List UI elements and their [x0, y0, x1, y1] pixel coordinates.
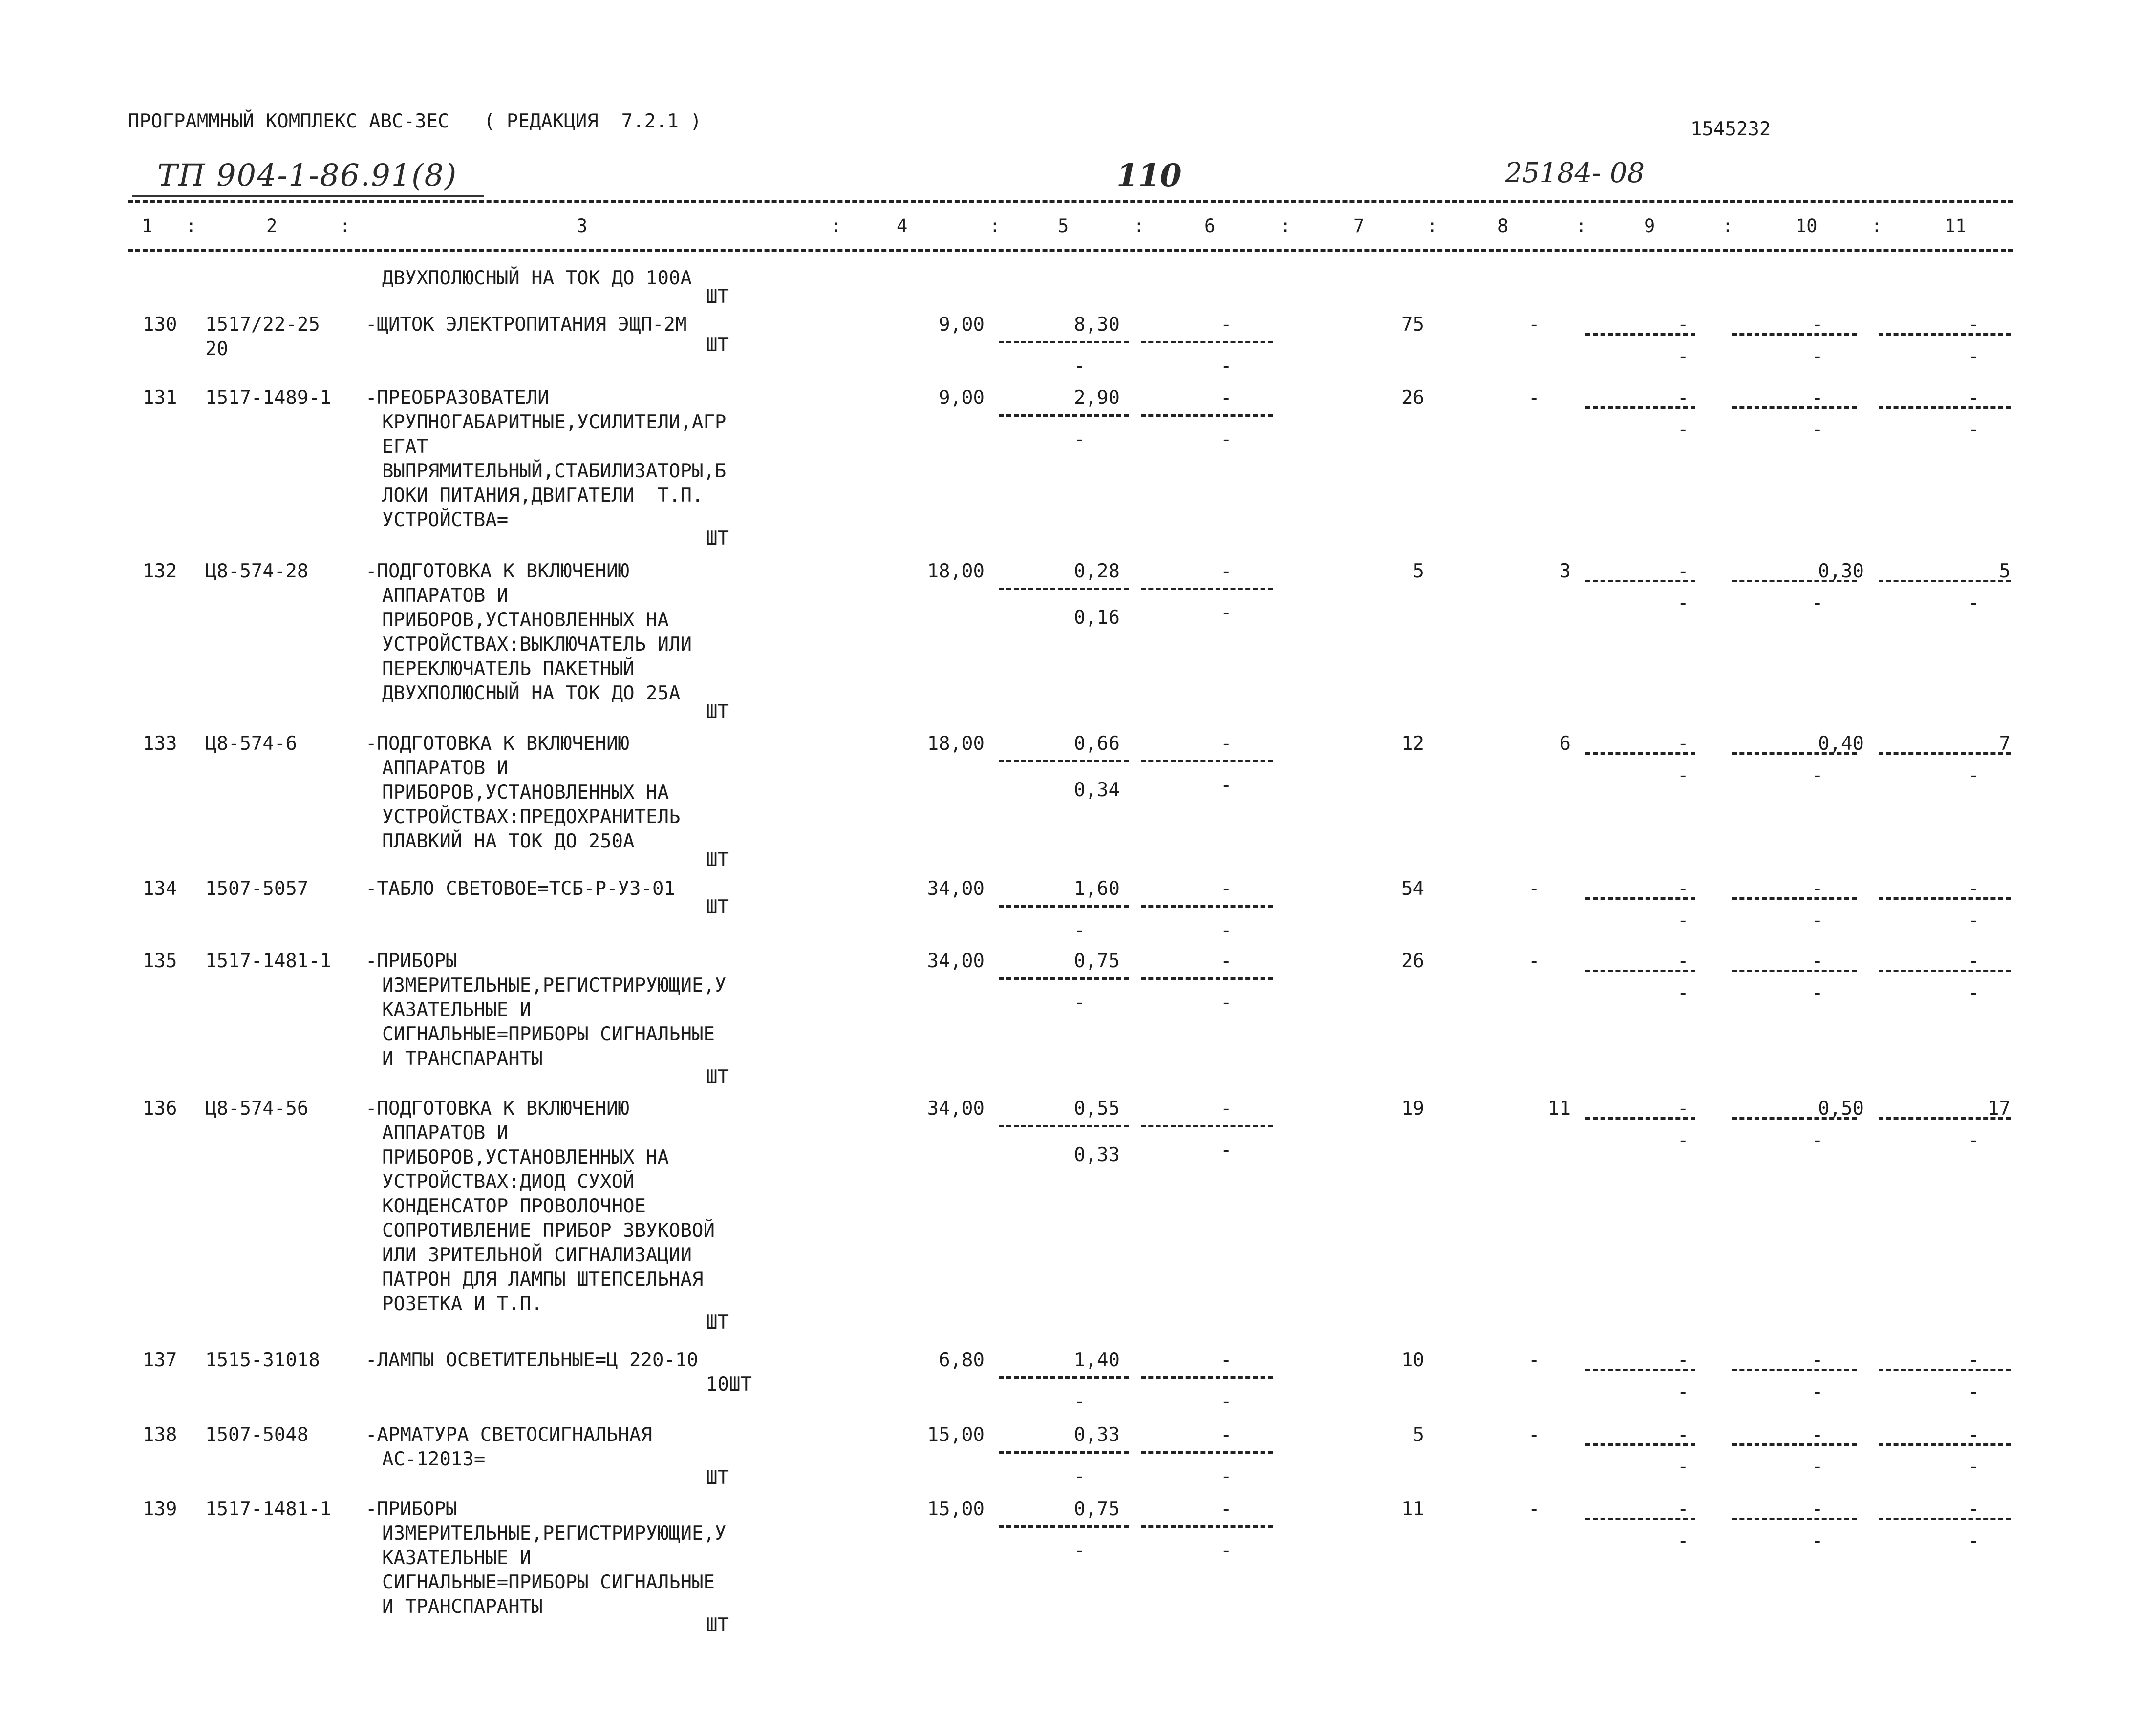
- column-11-secondary: -: [1968, 982, 1980, 1004]
- column-4-value: 34,00: [927, 950, 984, 972]
- column-4-value: 15,00: [927, 1424, 984, 1446]
- column-8-value: 3: [1559, 560, 1571, 582]
- column-5-rule: [999, 977, 1129, 980]
- description-line: ДВУХПОЛЮСНЫЙ НА ТОК ДО 25А: [382, 682, 681, 704]
- description-line: И ТРАНСПАРАНТЫ: [382, 1596, 543, 1618]
- column-header-7: 7: [1353, 215, 1365, 236]
- column-header-4: 4: [897, 215, 908, 236]
- column-6-value: -: [1220, 560, 1232, 582]
- column-9-secondary: -: [1677, 982, 1689, 1004]
- column-5-secondary: 0,33: [1074, 1144, 1120, 1166]
- column-9-rule: [1585, 1443, 1695, 1446]
- column-10-value: -: [1812, 1349, 1823, 1371]
- column-header-10: 10: [1796, 215, 1818, 236]
- column-9-rule: [1585, 970, 1695, 972]
- column-6-secondary: -: [1220, 428, 1232, 450]
- column-10-rule: [1732, 333, 1857, 336]
- column-6-rule: [1141, 1525, 1273, 1528]
- unit-of-measure: ШТ: [706, 334, 729, 356]
- column-6-value: -: [1220, 878, 1232, 900]
- column-6-rule: [1141, 905, 1273, 908]
- description-line: АППАРАТОВ И: [382, 1122, 509, 1144]
- document-number: 1545232: [1691, 118, 1771, 140]
- unit-of-measure: ШТ: [706, 1312, 729, 1334]
- column-11-rule: [1879, 970, 2011, 972]
- resource-code-suffix: 20: [205, 338, 228, 360]
- column-5-rule: [999, 905, 1129, 908]
- column-5-value: 0,33: [1074, 1424, 1120, 1446]
- column-9-rule: [1585, 1518, 1695, 1520]
- row-number: 138: [143, 1424, 177, 1446]
- column-9-value: -: [1677, 560, 1689, 582]
- column-7-value: 19: [1401, 1098, 1424, 1120]
- resource-code: 1517-1489-1: [205, 387, 332, 409]
- description-line: ИЗМЕРИТЕЛЬНЫЕ,РЕГИСТРИРУЮЩИЕ,У: [382, 1523, 727, 1545]
- column-6-rule: [1141, 588, 1273, 590]
- description-line: ИЗМЕРИТЕЛЬНЫЕ,РЕГИСТРИРУЮЩИЕ,У: [382, 974, 727, 996]
- row-number: 131: [143, 387, 177, 409]
- column-9-secondary: -: [1677, 1129, 1689, 1151]
- column-6-secondary: -: [1220, 774, 1232, 796]
- column-6-secondary: -: [1220, 1465, 1232, 1487]
- unit-of-measure: ШТ: [706, 896, 729, 918]
- column-11-value: -: [1968, 387, 1980, 409]
- column-11-value: -: [1968, 1424, 1980, 1446]
- column-separator: :: [1871, 215, 1883, 236]
- description-line: ПРИБОРОВ,УСТАНОВЛЕННЫХ НА: [382, 609, 669, 631]
- column-5-secondary: -: [1074, 428, 1086, 450]
- column-8-value: -: [1528, 1424, 1540, 1446]
- column-10-secondary: -: [1812, 1129, 1823, 1151]
- column-10-rule: [1732, 752, 1857, 755]
- column-9-value: -: [1677, 1098, 1689, 1120]
- column-11-rule: [1879, 406, 2011, 409]
- column-9-value: -: [1677, 1498, 1689, 1520]
- column-6-rule: [1141, 341, 1273, 343]
- description-line: КОНДЕНСАТОР ПРОВОЛОЧНОЕ: [382, 1195, 646, 1217]
- column-separator: :: [1280, 215, 1291, 236]
- description-line: -ТАБЛО СВЕТОВОЕ=ТСБ-Р-У3-01: [365, 878, 675, 900]
- description-line: ПРИБОРОВ,УСТАНОВЛЕННЫХ НА: [382, 1146, 669, 1168]
- column-separator: :: [340, 215, 351, 236]
- column-header-3: 3: [577, 215, 588, 236]
- description-line: УСТРОЙСТВАХ:ПРЕДОХРАНИТЕЛЬ: [382, 806, 681, 828]
- column-4-value: 9,00: [939, 387, 984, 409]
- description-line: РОЗЕТКА И Т.П.: [382, 1293, 543, 1315]
- column-7-value: 75: [1401, 314, 1424, 336]
- project-index-handwritten: 25184- 08: [1505, 157, 1645, 189]
- column-5-rule: [999, 588, 1129, 590]
- column-7-value: 26: [1401, 950, 1424, 972]
- column-11-value: -: [1968, 314, 1980, 336]
- column-5-value: 0,75: [1074, 1498, 1120, 1520]
- description-line: И ТРАНСПАРАНТЫ: [382, 1048, 543, 1070]
- column-6-rule: [1141, 977, 1273, 980]
- column-7-value: 12: [1401, 733, 1424, 755]
- column-5-secondary: 0,34: [1074, 779, 1120, 801]
- resource-code: 1507-5057: [205, 878, 309, 900]
- column-11-rule: [1879, 1443, 2011, 1446]
- program-header: ПРОГРАММНЫЙ КОМПЛЕКС АВС-3ЕС ( РЕДАКЦИЯ 7.2.1 ): [128, 110, 702, 132]
- column-10-secondary: -: [1812, 592, 1823, 614]
- description-line: КРУПНОГАБАРИТНЫЕ,УСИЛИТЕЛИ,АГР: [382, 411, 727, 433]
- unit-of-measure: 10ШТ: [706, 1374, 752, 1396]
- column-separator: :: [831, 215, 842, 236]
- table-header-rule: [128, 249, 2013, 252]
- resource-code: 1517-1481-1: [205, 950, 332, 972]
- column-5-secondary: -: [1074, 1540, 1086, 1562]
- column-10-secondary: -: [1812, 910, 1823, 932]
- column-10-rule: [1732, 1518, 1857, 1520]
- description-line: -ПОДГОТОВКА К ВКЛЮЧЕНИЮ: [365, 733, 630, 755]
- column-4-value: 34,00: [927, 878, 984, 900]
- unit-of-measure: ШТ: [706, 701, 729, 723]
- unit-of-measure: ШТ: [706, 1614, 729, 1636]
- column-header-11: 11: [1945, 215, 1967, 236]
- column-10-value: -: [1812, 1424, 1823, 1446]
- column-4-value: 9,00: [939, 314, 984, 336]
- column-7-value: 11: [1401, 1498, 1424, 1520]
- column-separator: :: [1427, 215, 1438, 236]
- column-header-8: 8: [1498, 215, 1509, 236]
- column-11-secondary: -: [1968, 1381, 1980, 1403]
- column-10-value: 0,50: [1818, 1098, 1864, 1120]
- column-11-secondary: -: [1968, 345, 1980, 367]
- column-5-secondary: 0,16: [1074, 607, 1120, 629]
- column-9-value: -: [1677, 878, 1689, 900]
- description-line: -АРМАТУРА СВЕТОСИГНАЛЬНАЯ: [365, 1424, 652, 1446]
- column-11-value: 17: [1988, 1098, 2011, 1120]
- column-10-rule: [1732, 897, 1857, 900]
- column-11-rule: [1879, 333, 2011, 336]
- column-5-rule: [999, 341, 1129, 343]
- unit-of-measure: ШТ: [706, 849, 729, 871]
- column-6-rule: [1141, 414, 1273, 417]
- column-8-value: -: [1528, 1498, 1540, 1520]
- description-line: КАЗАТЕЛЬНЫЕ И: [382, 1547, 532, 1569]
- resource-code: 1517/22-25: [205, 314, 320, 336]
- column-separator: :: [186, 215, 197, 236]
- column-5-rule: [999, 1451, 1129, 1454]
- resource-code: 1507-5048: [205, 1424, 309, 1446]
- description-line: ДВУХПОЛЮСНЫЙ НА ТОК ДО 100А: [382, 267, 692, 289]
- column-header-1: 1: [142, 215, 153, 236]
- description-line: СИГНАЛЬНЫЕ=ПРИБОРЫ СИГНАЛЬНЫЕ: [382, 1023, 715, 1045]
- column-6-value: -: [1220, 1424, 1232, 1446]
- column-11-value: 5: [1999, 560, 2011, 582]
- column-6-rule: [1141, 760, 1273, 762]
- description-line: -ПОДГОТОВКА К ВКЛЮЧЕНИЮ: [365, 1098, 630, 1120]
- column-11-rule: [1879, 1369, 2011, 1371]
- column-11-secondary: -: [1968, 910, 1980, 932]
- table-top-rule: [128, 200, 2013, 203]
- column-11-rule: [1879, 752, 2011, 755]
- column-9-value: -: [1677, 950, 1689, 972]
- column-4-value: 18,00: [927, 560, 984, 582]
- column-9-value: -: [1677, 387, 1689, 409]
- description-line: -ПРИБОРЫ: [365, 1498, 457, 1520]
- column-9-value: -: [1677, 1424, 1689, 1446]
- resource-code: Ц8-574-56: [205, 1098, 309, 1120]
- description-line: -ЩИТОК ЭЛЕКТРОПИТАНИЯ ЭЩП-2М: [365, 314, 687, 336]
- column-4-value: 18,00: [927, 733, 984, 755]
- column-10-secondary: -: [1812, 764, 1823, 786]
- column-11-secondary: -: [1968, 419, 1980, 441]
- row-number: 136: [143, 1098, 177, 1120]
- column-5-value: 0,28: [1074, 560, 1120, 582]
- column-8-value: -: [1528, 314, 1540, 336]
- column-separator: :: [1576, 215, 1587, 236]
- column-6-secondary: -: [1220, 1391, 1232, 1413]
- row-number: 133: [143, 733, 177, 755]
- description-line: ПЕРЕКЛЮЧАТЕЛЬ ПАКЕТНЫЙ: [382, 658, 635, 680]
- column-10-value: -: [1812, 878, 1823, 900]
- column-10-secondary: -: [1812, 1530, 1823, 1552]
- column-7-value: 54: [1401, 878, 1424, 900]
- column-5-secondary: -: [1074, 919, 1086, 941]
- column-9-secondary: -: [1677, 1530, 1689, 1552]
- column-8-value: 11: [1548, 1098, 1571, 1120]
- column-6-value: -: [1220, 387, 1232, 409]
- column-10-rule: [1732, 970, 1857, 972]
- column-8-value: -: [1528, 1349, 1540, 1371]
- column-11-secondary: -: [1968, 764, 1980, 786]
- column-10-value: -: [1812, 387, 1823, 409]
- column-11-value: 7: [1999, 733, 2011, 755]
- column-10-rule: [1732, 1117, 1857, 1120]
- page-number-handwritten: 110: [1116, 157, 1182, 194]
- column-8-value: 6: [1559, 733, 1571, 755]
- description-line: УСТРОЙСТВАХ:ДИОД СУХОЙ: [382, 1171, 635, 1193]
- column-6-value: -: [1220, 1098, 1232, 1120]
- unit-of-measure: ШТ: [706, 286, 729, 308]
- description-line: АС-12013=: [382, 1448, 486, 1470]
- column-5-secondary: -: [1074, 992, 1086, 1014]
- row-number: 137: [143, 1349, 177, 1371]
- column-11-secondary: -: [1968, 1530, 1980, 1552]
- description-line: УСТРОЙСТВА=: [382, 509, 509, 531]
- column-11-value: -: [1968, 950, 1980, 972]
- column-11-value: -: [1968, 1349, 1980, 1371]
- column-9-rule: [1585, 1369, 1695, 1371]
- column-9-rule: [1585, 580, 1695, 582]
- column-9-rule: [1585, 752, 1695, 755]
- column-8-value: -: [1528, 387, 1540, 409]
- column-5-rule: [999, 1376, 1129, 1379]
- column-10-rule: [1732, 580, 1857, 582]
- column-9-rule: [1585, 406, 1695, 409]
- column-5-secondary: -: [1074, 1465, 1086, 1487]
- column-9-rule: [1585, 897, 1695, 900]
- column-10-rule: [1732, 1369, 1857, 1371]
- column-separator: :: [989, 215, 1001, 236]
- column-7-value: 26: [1401, 387, 1424, 409]
- column-9-rule: [1585, 333, 1695, 336]
- column-10-secondary: -: [1812, 419, 1823, 441]
- description-line: СИГНАЛЬНЫЕ=ПРИБОРЫ СИГНАЛЬНЫЕ: [382, 1571, 715, 1593]
- resource-code: Ц8-574-28: [205, 560, 309, 582]
- column-10-secondary: -: [1812, 345, 1823, 367]
- description-line: -ЛАМПЫ ОСВЕТИТЕЛЬНЫЕ=Ц 220-10: [365, 1349, 698, 1371]
- row-number: 130: [143, 314, 177, 336]
- column-11-secondary: -: [1968, 1129, 1980, 1151]
- description-line: -ПРИБОРЫ: [365, 950, 457, 972]
- unit-of-measure: ШТ: [706, 528, 729, 550]
- row-number: 132: [143, 560, 177, 582]
- project-code-underline: [132, 195, 484, 197]
- description-line: ЕГАТ: [382, 436, 428, 458]
- resource-code: 1515-31018: [205, 1349, 320, 1371]
- column-10-value: 0,30: [1818, 560, 1864, 582]
- column-4-value: 34,00: [927, 1098, 984, 1120]
- column-5-rule: [999, 760, 1129, 762]
- column-header-2: 2: [266, 215, 278, 236]
- column-10-rule: [1732, 1443, 1857, 1446]
- column-5-secondary: -: [1074, 1391, 1086, 1413]
- column-11-secondary: -: [1968, 592, 1980, 614]
- column-5-value: 8,30: [1074, 314, 1120, 336]
- column-10-rule: [1732, 406, 1857, 409]
- column-11-rule: [1879, 580, 2011, 582]
- resource-code: 1517-1481-1: [205, 1498, 332, 1520]
- column-9-value: -: [1677, 314, 1689, 336]
- description-line: СОПРОТИВЛЕНИЕ ПРИБОР ЗВУКОВОЙ: [382, 1220, 715, 1242]
- column-10-value: -: [1812, 314, 1823, 336]
- description-line: ИЛИ ЗРИТЕЛЬНОЙ СИГНАЛИЗАЦИИ: [382, 1244, 692, 1266]
- column-9-secondary: -: [1677, 345, 1689, 367]
- column-6-value: -: [1220, 1349, 1232, 1371]
- column-9-value: -: [1677, 1349, 1689, 1371]
- column-8-value: -: [1528, 878, 1540, 900]
- column-5-secondary: -: [1074, 355, 1086, 377]
- column-header-9: 9: [1644, 215, 1655, 236]
- column-6-secondary: -: [1220, 1540, 1232, 1562]
- column-9-secondary: -: [1677, 592, 1689, 614]
- column-10-value: 0,40: [1818, 733, 1864, 755]
- column-11-rule: [1879, 1117, 2011, 1120]
- unit-of-measure: ШТ: [706, 1066, 729, 1088]
- column-6-secondary: -: [1220, 992, 1232, 1014]
- column-5-rule: [999, 414, 1129, 417]
- column-5-value: 0,55: [1074, 1098, 1120, 1120]
- column-header-6: 6: [1204, 215, 1216, 236]
- description-line: КАЗАТЕЛЬНЫЕ И: [382, 999, 532, 1021]
- column-5-value: 0,66: [1074, 733, 1120, 755]
- column-11-value: -: [1968, 1498, 1980, 1520]
- column-separator: :: [1722, 215, 1733, 236]
- column-10-value: -: [1812, 1498, 1823, 1520]
- column-6-value: -: [1220, 950, 1232, 972]
- column-9-secondary: -: [1677, 1381, 1689, 1403]
- column-9-secondary: -: [1677, 419, 1689, 441]
- column-11-rule: [1879, 897, 2011, 900]
- description-line: ПЛАВКИЙ НА ТОК ДО 250А: [382, 830, 635, 852]
- description-line: -ПРЕОБРАЗОВАТЕЛИ: [365, 387, 549, 409]
- description-line: УСТРОЙСТВАХ:ВЫКЛЮЧАТЕЛЬ ИЛИ: [382, 634, 692, 656]
- column-11-rule: [1879, 1518, 2011, 1520]
- column-5-value: 2,90: [1074, 387, 1120, 409]
- description-line: АППАРАТОВ И: [382, 757, 509, 779]
- column-6-rule: [1141, 1451, 1273, 1454]
- column-6-rule: [1141, 1125, 1273, 1127]
- column-7-value: 5: [1412, 560, 1424, 582]
- column-7-value: 10: [1401, 1349, 1424, 1371]
- column-8-value: -: [1528, 950, 1540, 972]
- column-10-secondary: -: [1812, 1381, 1823, 1403]
- column-4-value: 6,80: [939, 1349, 984, 1371]
- column-9-value: -: [1677, 733, 1689, 755]
- column-6-value: -: [1220, 314, 1232, 336]
- description-line: ЛОКИ ПИТАНИЯ,ДВИГАТЕЛИ Т.П.: [382, 485, 704, 507]
- column-9-secondary: -: [1677, 910, 1689, 932]
- column-5-rule: [999, 1125, 1129, 1127]
- unit-of-measure: ШТ: [706, 1467, 729, 1489]
- column-10-secondary: -: [1812, 1456, 1823, 1478]
- column-6-value: -: [1220, 733, 1232, 755]
- column-11-value: -: [1968, 878, 1980, 900]
- column-5-value: 1,60: [1074, 878, 1120, 900]
- column-7-value: 5: [1412, 1424, 1424, 1446]
- column-6-secondary: -: [1220, 1139, 1232, 1161]
- column-9-rule: [1585, 1117, 1695, 1120]
- column-9-secondary: -: [1677, 764, 1689, 786]
- column-5-value: 0,75: [1074, 950, 1120, 972]
- column-6-secondary: -: [1220, 602, 1232, 624]
- description-line: АППАРАТОВ И: [382, 585, 509, 607]
- column-separator: :: [1134, 215, 1145, 236]
- description-line: ПАТРОН ДЛЯ ЛАМПЫ ШТЕПСЕЛЬНАЯ: [382, 1269, 704, 1291]
- column-10-secondary: -: [1812, 982, 1823, 1004]
- description-line: ВЫПРЯМИТЕЛЬНЫЙ,СТАБИЛИЗАТОРЫ,Б: [382, 460, 727, 482]
- row-number: 134: [143, 878, 177, 900]
- resource-code: Ц8-574-6: [205, 733, 297, 755]
- description-line: ПРИБОРОВ,УСТАНОВЛЕННЫХ НА: [382, 782, 669, 804]
- column-11-secondary: -: [1968, 1456, 1980, 1478]
- column-6-rule: [1141, 1376, 1273, 1379]
- column-10-value: -: [1812, 950, 1823, 972]
- project-code-handwritten: ТП 904-1-86.91(8): [157, 157, 458, 193]
- column-9-secondary: -: [1677, 1456, 1689, 1478]
- column-5-value: 1,40: [1074, 1349, 1120, 1371]
- description-line: -ПОДГОТОВКА К ВКЛЮЧЕНИЮ: [365, 560, 630, 582]
- row-number: 135: [143, 950, 177, 972]
- row-number: 139: [143, 1498, 177, 1520]
- column-header-5: 5: [1058, 215, 1069, 236]
- column-6-value: -: [1220, 1498, 1232, 1520]
- column-5-rule: [999, 1525, 1129, 1528]
- column-4-value: 15,00: [927, 1498, 984, 1520]
- column-6-secondary: -: [1220, 355, 1232, 377]
- column-6-secondary: -: [1220, 919, 1232, 941]
